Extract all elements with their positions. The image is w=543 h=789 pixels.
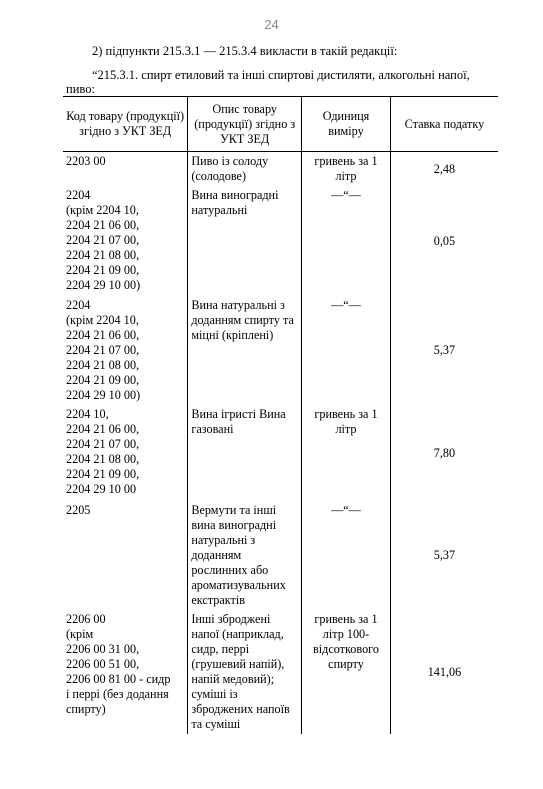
table-row [63, 186, 498, 296]
code-line: 2204 21 06 00, [66, 328, 140, 342]
cell-unit: гривень за 1 літр [302, 405, 391, 501]
code-line: 2204 21 08 00, [66, 358, 140, 372]
cell-rate: 5,37 [390, 296, 498, 405]
code-line: 2206 00 81 00 - сидр [66, 672, 171, 686]
header-description: Опис товару (продукції) згідно з УКТ ЗЕД [188, 97, 302, 152]
cell-unit: —“— [302, 296, 391, 405]
header-rate: Ставка податку [390, 97, 498, 152]
code-line: 2205 [66, 503, 91, 517]
code-line: 2206 00 31 00, [66, 642, 140, 656]
quote-line-2: пиво: [66, 82, 95, 96]
header-unit: Одиниця виміру [302, 97, 391, 152]
code-line: 2206 00 [66, 612, 106, 626]
cell-description: Вина ігристі Вина газовані [188, 405, 302, 501]
code-line: 2204 29 10 00 [66, 482, 137, 496]
cell-description: Пиво із солоду (солодове) [188, 152, 302, 187]
code-line: (крім 2204 10, [66, 203, 139, 217]
code-line: 2206 00 51 00, [66, 657, 140, 671]
cell-code [63, 152, 188, 187]
cell-code [63, 501, 188, 610]
code-line: 2204 21 08 00, [66, 248, 140, 262]
cell-unit: гривень за 1 літр 100-відсоткового спирту [302, 610, 391, 734]
code-line: 2204 10, [66, 407, 109, 421]
code-line: 2204 29 10 00) [66, 388, 141, 402]
cell-unit: гривень за 1 літр [302, 152, 391, 187]
code-line: 2203 00 [66, 154, 106, 168]
header-code: Код товару (продукції) згідно з УКТ ЗЕД [63, 97, 188, 152]
code-line: 2204 21 06 00, [66, 218, 140, 232]
page-number: 24 [264, 17, 279, 32]
code-line: 2204 21 08 00, [66, 452, 140, 466]
code-line: і перрі (без додання [66, 687, 169, 701]
code-line: 2204 21 09 00, [66, 373, 140, 387]
table-row [63, 501, 498, 610]
code-line: 2204 21 09 00, [66, 263, 140, 277]
cell-description: Інші зброджені напої (наприклад, сидр, перрі (грушевий напій), напій медовий); суміші із зброджених напоїв та суміші [188, 610, 302, 734]
table-row [63, 296, 498, 405]
code-line: 2204 21 06 00, [66, 422, 140, 436]
code-line: 2204 29 10 00) [66, 278, 141, 292]
code-line: (крім 2204 10, [66, 313, 139, 327]
code-line: спирту) [66, 702, 106, 716]
code-line: 2204 21 09 00, [66, 467, 140, 481]
table-body [63, 152, 498, 735]
code-line: 2204 21 07 00, [66, 233, 140, 247]
code-line: 2204 21 07 00, [66, 437, 140, 451]
cell-description: Вермути та інші вина виноградні натуральні з доданням рослинних або ароматизувальних екстрактів [188, 501, 302, 610]
table-row [63, 405, 498, 501]
cell-code [63, 186, 188, 296]
code-line: (крім [66, 627, 94, 641]
quote-line-1: “215.3.1. спирт етиловий та інші спиртові дистиляти, алкогольні напої, [92, 68, 470, 82]
cell-code [63, 405, 188, 501]
cell-rate: 2,48 [390, 152, 498, 187]
cell-unit: —“— [302, 501, 391, 610]
table-header-row [63, 97, 498, 152]
cell-code [63, 610, 188, 734]
table-row [63, 152, 498, 187]
code-line: 2204 21 07 00, [66, 343, 140, 357]
code-line: 2204 [66, 188, 91, 202]
cell-description: Вина виноградні натуральні [188, 186, 302, 296]
intro-line: 2) підпункти 215.3.1 — 215.3.4 викласти в такій редакції: [92, 44, 398, 58]
cell-rate: 7,80 [390, 405, 498, 501]
cell-unit: —“— [302, 186, 391, 296]
cell-rate: 0,05 [390, 186, 498, 296]
table-row [63, 610, 498, 734]
cell-rate: 141,06 [390, 610, 498, 734]
tax-rate-table [63, 96, 498, 734]
cell-code [63, 296, 188, 405]
code-line: 2204 [66, 298, 91, 312]
cell-rate: 5,37 [390, 501, 498, 610]
cell-description: Вина натуральні з доданням спирту та міцні (кріплені) [188, 296, 302, 405]
